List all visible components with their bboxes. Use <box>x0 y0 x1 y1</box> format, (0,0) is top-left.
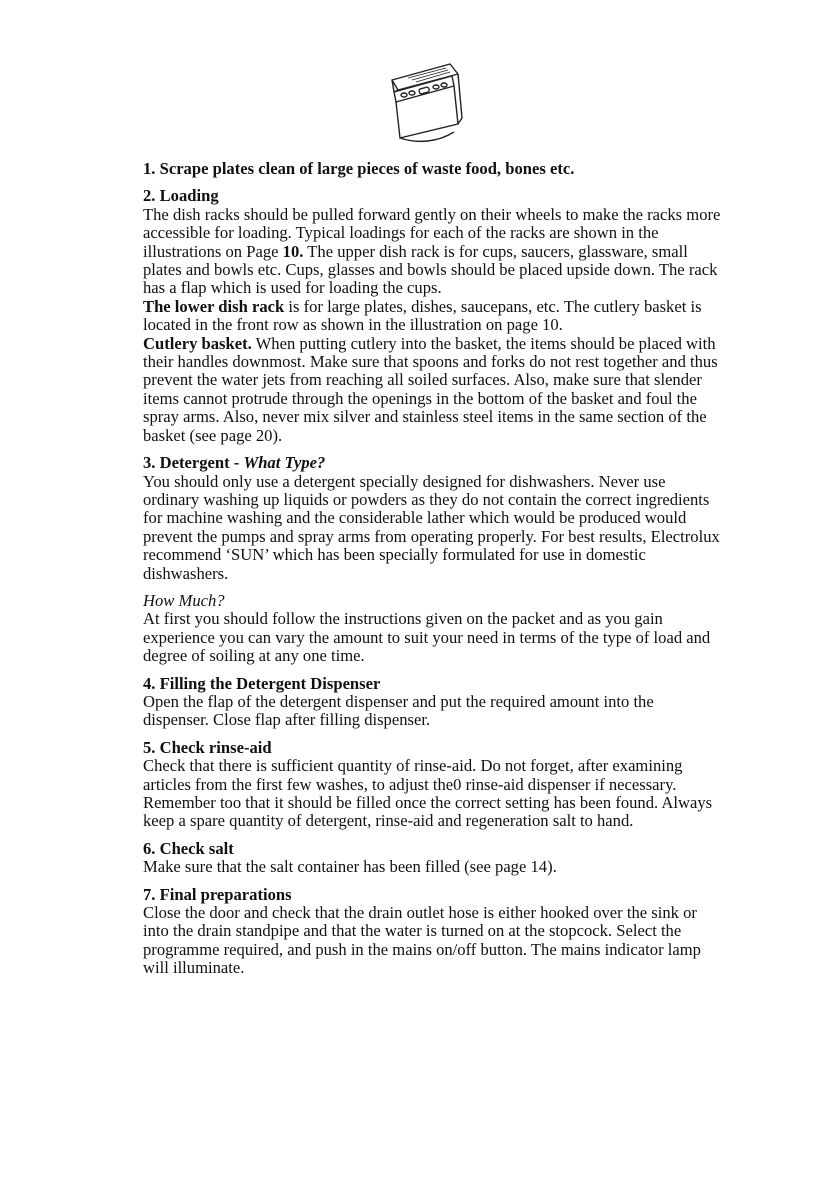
document-body <box>143 160 723 987</box>
paragraph: Open the flap of the detergent dispenser and put the required amount into the dispenser. Close flap after filling dispenser. <box>143 691 654 730</box>
paragraph-text: The upper dish rack is for cups, saucers, glassware, small plates and bowls etc. Cups, glasses and bowls should be placed upside down. The rack has a flap which is used for loading the cups. <box>143 241 718 298</box>
paragraph-text: is for large plates, dishes, saucepans, etc. The cutlery basket is located in the front row as shown in the illustration on page 10. <box>143 296 702 335</box>
section-heading: 2. Loading <box>143 186 219 206</box>
paragraph-text: The dish racks should be pulled forward gently on their wheels to make the racks more accessible for loading. Typical loadings for each of the racks are shown in the illustrations on Page <box>143 204 721 261</box>
subsection-heading: How Much? <box>143 590 225 610</box>
section-heading-text: 3. Detergent - <box>143 453 244 473</box>
section-detergent <box>143 454 723 583</box>
paragraph: Make sure that the salt container has been filled (see page 14). <box>143 857 557 877</box>
section-filling-dispenser <box>143 675 723 730</box>
section-heading <box>143 454 723 472</box>
section-heading: 7. Final preparations <box>143 884 292 904</box>
paragraph <box>143 298 723 335</box>
paragraph: Close the door and check that the drain outlet hose is either hooked over the sink or into the drain standpipe and that the water is turned on at the stopcock. Select the programme required, and push in the mains on/off button. The mains indicator lamp will illuminate. <box>143 903 701 978</box>
paragraph: Check that there is sufficient quantity of rinse-aid. Do not forget, after examining articles from the first few washes, to adjust the0 rinse-aid dispenser if necessary. Remember too that it should be filled once the correct setting has been found. Always keep a spare quantity of detergent, rinse-aid and regeneration salt to hand. <box>143 756 713 831</box>
section-heading: 1. Scrape plates clean of large pieces of waste food, bones etc. <box>143 159 575 178</box>
section-how-much <box>143 592 723 666</box>
inline-heading: The lower dish rack <box>143 296 285 316</box>
paragraph-text: When putting cutlery into the basket, the items should be placed with their handles downmost. Make sure that spoons and forks do not rest together and thus prevent the water jets from reaching all soiled surfaces. Also, make sure that slender items cannot protrude through the openings in the bottom of the basket and foul the spray arms. Also, never mix silver and stainless steel items in the same section of the basket (see page 20). <box>143 333 718 445</box>
section-final-preparations <box>143 886 723 978</box>
paragraph <box>143 206 723 298</box>
section-heading: 4. Filling the Detergent Dispenser <box>143 673 381 693</box>
section-heading: 6. Check salt <box>143 838 234 858</box>
section-heading-italic: What Type? <box>243 453 326 473</box>
section-loading <box>143 187 723 445</box>
paragraph: You should only use a detergent specially designed for dishwashers. Never use ordinary washing up liquids or powders as they do not contain the correct ingredients for machine washing and the considerable lather which would be produced would prevent the pumps and spray arms from operating properly. For best results, Electrolux recommend ‘SUN’ which has been specially formulated for use in domestic dishwashers. <box>143 471 720 583</box>
inline-heading: Cutlery basket. <box>143 333 252 353</box>
dishwasher-icon <box>388 58 468 150</box>
section-check-salt <box>143 840 723 877</box>
paragraph: At first you should follow the instructions given on the packet and as you gain experience you can vary the amount to suit your need in terms of the type of load and degree of soiling at any one time. <box>143 609 711 666</box>
paragraph <box>143 335 723 445</box>
page-reference: 10. <box>282 241 304 261</box>
section-scrape-plates <box>143 160 723 178</box>
section-heading: 5. Check rinse-aid <box>143 737 272 757</box>
section-rinse-aid <box>143 739 723 831</box>
